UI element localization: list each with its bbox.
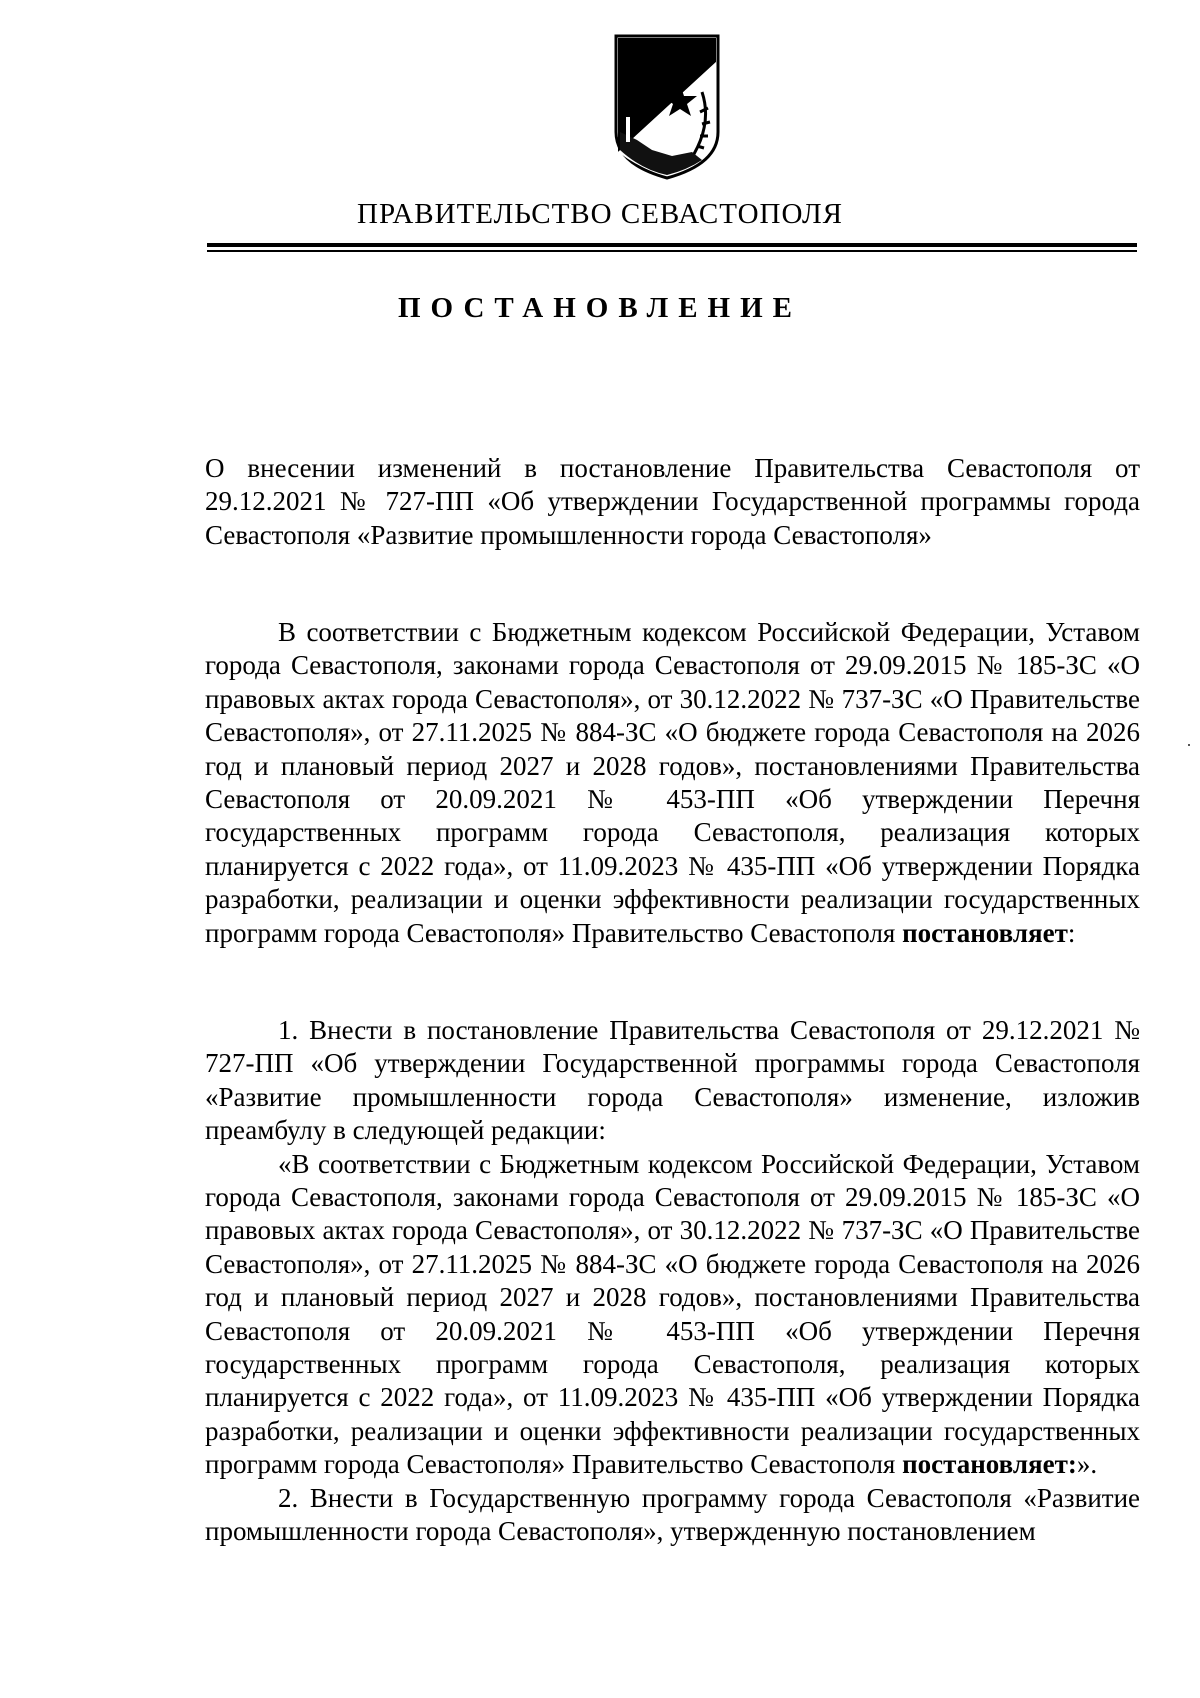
clause-1-new-preamble-text: «В соответствии с Бюджетным кодексом Российской Федерации, Уставом города Севастополя, законами города Севастополя от 29.09.2015 № 185-ЗС «О правовых актах города Севастополя», от 30.12.2022 № 737-ЗС «О Правительстве Севастополя», от 27.11.2025 № 884-ЗС «О бюджете города Севастополя на 2026 год и плановый период 2027 и 2028 годов», постановлениями Правительства Севастополя от 20.09.2021 № 453-ПП «Об утверждении Перечня государственных программ города Севастополя, реализация которых планируется с 2022 года», от 11.09.2023 № 435-ПП «Об утверждении Порядка разработки, реализации и оценки эффективности реализации государственных программ города Севастополя» Правительство Севастополя — [205, 1148, 1140, 1480]
clause-2: 2. Внести в Государственную программу города Севастополя «Развитие промышленности города Севастополя», утвержденную постановлением — [205, 1482, 1140, 1547]
document-type: ПОСТАНОВЛЕНИЕ — [397, 292, 802, 324]
clause-1-new-preamble-tail: ». — [1076, 1449, 1098, 1480]
scan-speck — [1188, 744, 1190, 746]
title-text: О внесении изменений в постановление Правительства Севастополя от 29.12.2021 № 727-ПП «Об утверждении Государственной программы города Севастополя «Развитие промышленности города Севастополя» — [205, 453, 1140, 550]
preamble-bold: постановляет — [902, 917, 1068, 948]
clause-1-new-preamble-bold: постановляет: — [902, 1449, 1077, 1480]
clause-1: 1. Внести в постановление Правительства Севастополя от 29.12.2021 № 727-ПП «Об утверждении Государственной программы города Севастополя «Развитие промышленности города Севастополя» изменение, изложив преамбулу в следующей редакции: — [205, 1015, 1140, 1146]
clause-1-new-preamble — [205, 1148, 1140, 1482]
preamble-text: В соответствии с Бюджетным кодексом Российской Федерации, Уставом города Севастополя, законами города Севастополя от 29.09.2015 № 185-ЗС «О правовых актах города Севастополя», от 30.12.2022 № 737-ЗС «О Правительстве Севастополя», от 27.11.2025 № 884-ЗС «О бюджете города Севастополя на 2026 год и плановый период 2027 и 2028 годов», постановлениями Правительства Севастополя от 20.09.2021 № 453-ПП «Об утверждении Перечня государственных программ города Севастополя, реализация которых планируется с 2022 года», от 11.09.2023 № 435-ПП «Об утверждении Порядка разработки, реализации и оценки эффективности реализации государственных программ города Севастополя» Правительство Севастополя — [205, 617, 1140, 948]
clauses — [205, 1014, 1140, 1549]
header-double-rule — [207, 243, 1137, 252]
preamble — [205, 616, 1140, 950]
government-name: ПРАВИТЕЛЬСТВО СЕВАСТОПОЛЯ — [357, 198, 843, 230]
preamble-tail: : — [1067, 917, 1076, 948]
document-title — [205, 452, 1140, 552]
coat-of-arms-icon — [612, 32, 722, 182]
preamble-paragraph — [205, 616, 1140, 950]
